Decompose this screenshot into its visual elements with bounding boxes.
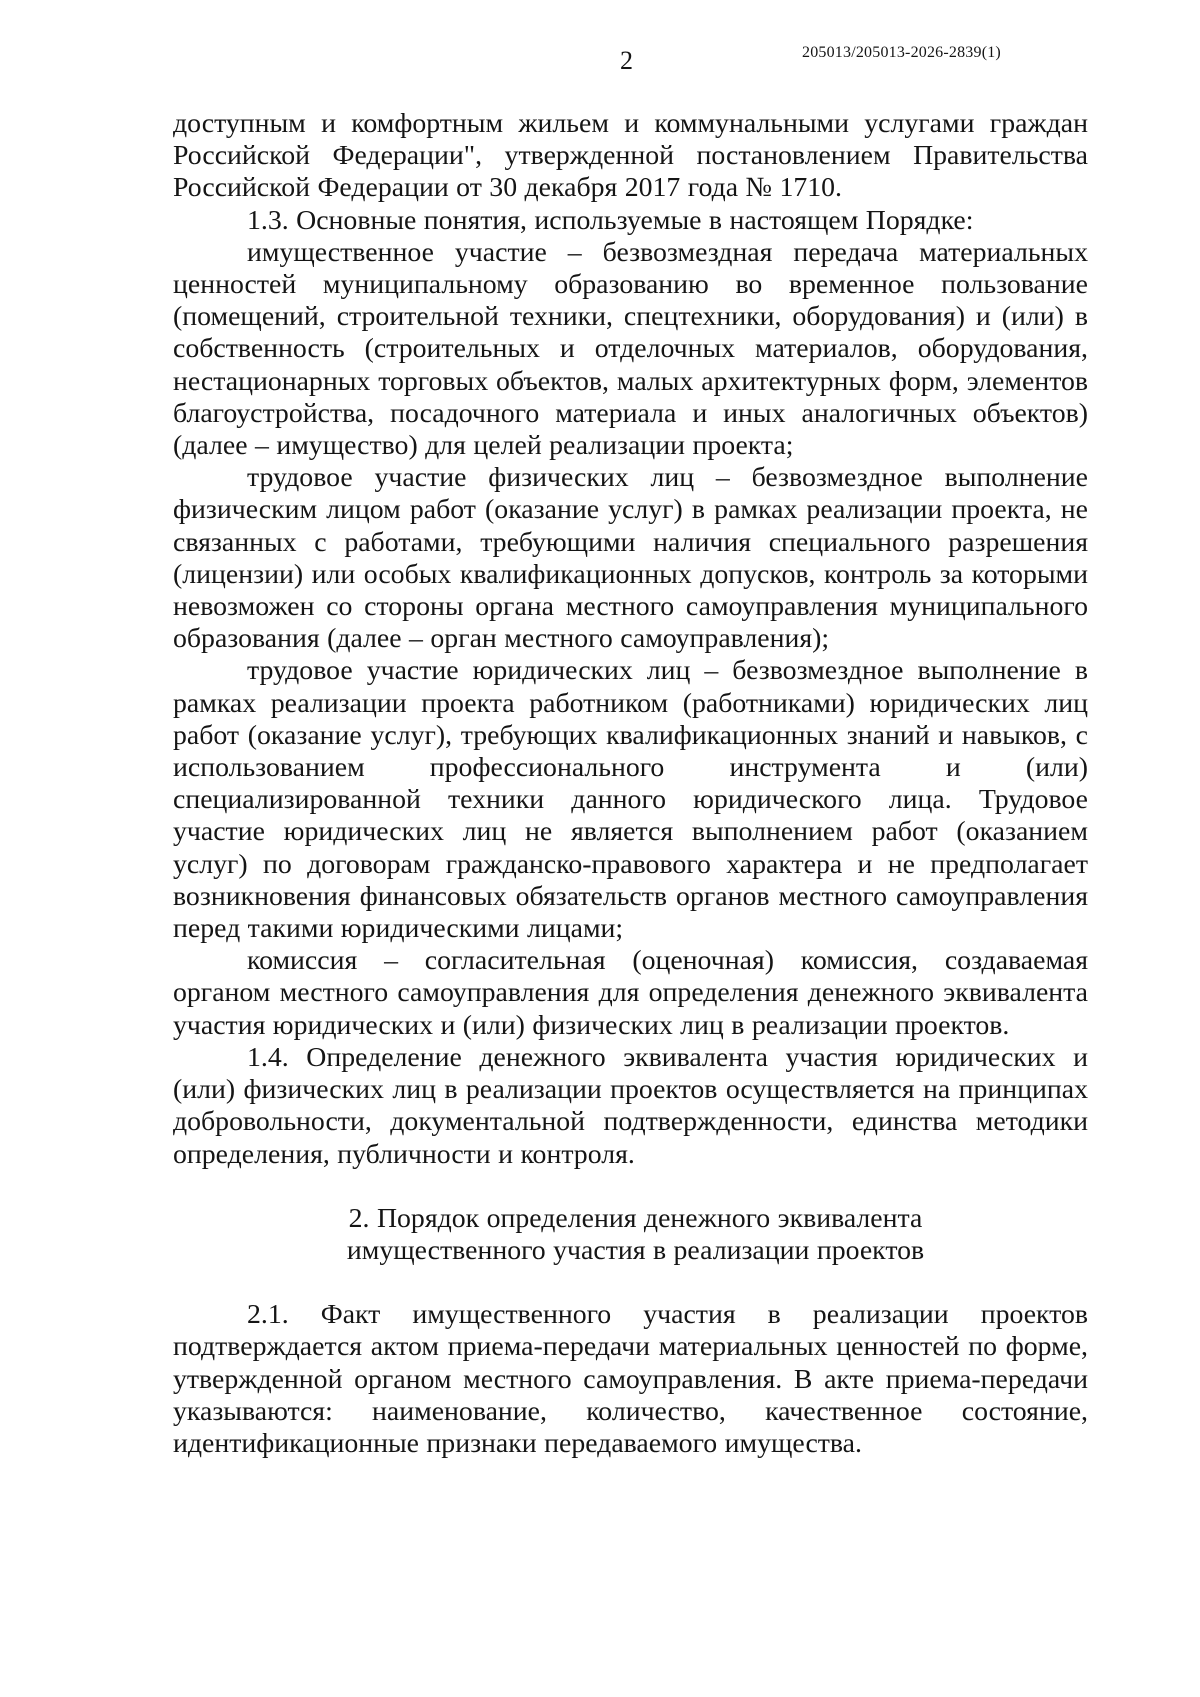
paragraph-1-3: 1.3. Основные понятия, используемые в настоящем Порядке: [247,204,974,236]
paragraph-property-participation: имущественное участие – безвозмездная передача материальных ценностей муниципальному образованию во временное пользование (помещений, строительной техники, спецтехники, оборудования) и (или) в собственность (строительных и отделочных материалов, оборудования, нестационарных торговых объектов, малых архитектурных форм, элементов благоустройства, посадочного материала и иных аналогичных объектов) (далее – имущество) для целей реализации проекта; [173,236,1088,462]
document-body [173,108,1088,1460]
section-2-heading-line-1: 2. Порядок определения денежного эквивалента [348,1202,923,1234]
paragraph-labor-individuals: трудовое участие физических лиц – безвозмездное выполнение физическим лицом работ (оказание услуг) в рамках реализации проекта, не связанных с работами, требующими наличия специального разрешения (лицензии) или особых квалификационных допусков, контроль за которыми невозможен со стороны органа местного самоуправления муниципального образования (далее – орган местного самоуправления); [173,462,1088,655]
paragraph-1-4: 1.4. Определение денежного эквивалента участия юридических и (или) физических лиц в реализации проектов осуществляется на принципах добровольности, документальной подтвержденности, единства методики определения, публичности и контроля. [173,1041,1088,1170]
paragraph-labor-legal-entities: трудовое участие юридических лиц – безвозмездное выполнение в рамках реализации проекта работником (работниками) юридических лиц работ (оказание услуг), требующих квалификационных знаний и навыков, с использованием профессионального инструмента и (или) специализированной техники данного юридического лица. Трудовое участие юридических лиц не является выполнением работ (оказанием услуг) по договорам гражданско-правового характера и не предполагает возникновения финансовых обязательств органов местного самоуправления перед такими юридическими лицами; [173,655,1088,945]
paragraph-2-1: 2.1. Факт имущественного участия в реализации проектов подтверждается актом приема-передачи материальных ценностей по форме, утвержденной органом местного самоуправления. В акте приема-передачи указываются: наименование, количество, качественное состояние, идентификационные признаки передаваемого имущества. [173,1299,1088,1459]
document-id: 205013/205013-2026-2839(1) [802,44,1001,61]
page-number: 2 [620,46,633,75]
section-2-heading-line-2: имущественного участия в реализации проектов [346,1234,925,1266]
paragraph-continuation: доступным и комфортным жильем и коммунальными услугами граждан Российской Федерации", утвержденной постановлением Правительства Российской Федерации от 30 декабря 2017 года № 1710. [173,108,1088,204]
section-2-heading [173,1203,1088,1267]
paragraph-commission: комиссия – согласительная (оценочная) комиссия, создаваемая органом местного самоуправления для определения денежного эквивалента участия юридических и (или) физических лиц в реализации проектов. [173,945,1088,1041]
